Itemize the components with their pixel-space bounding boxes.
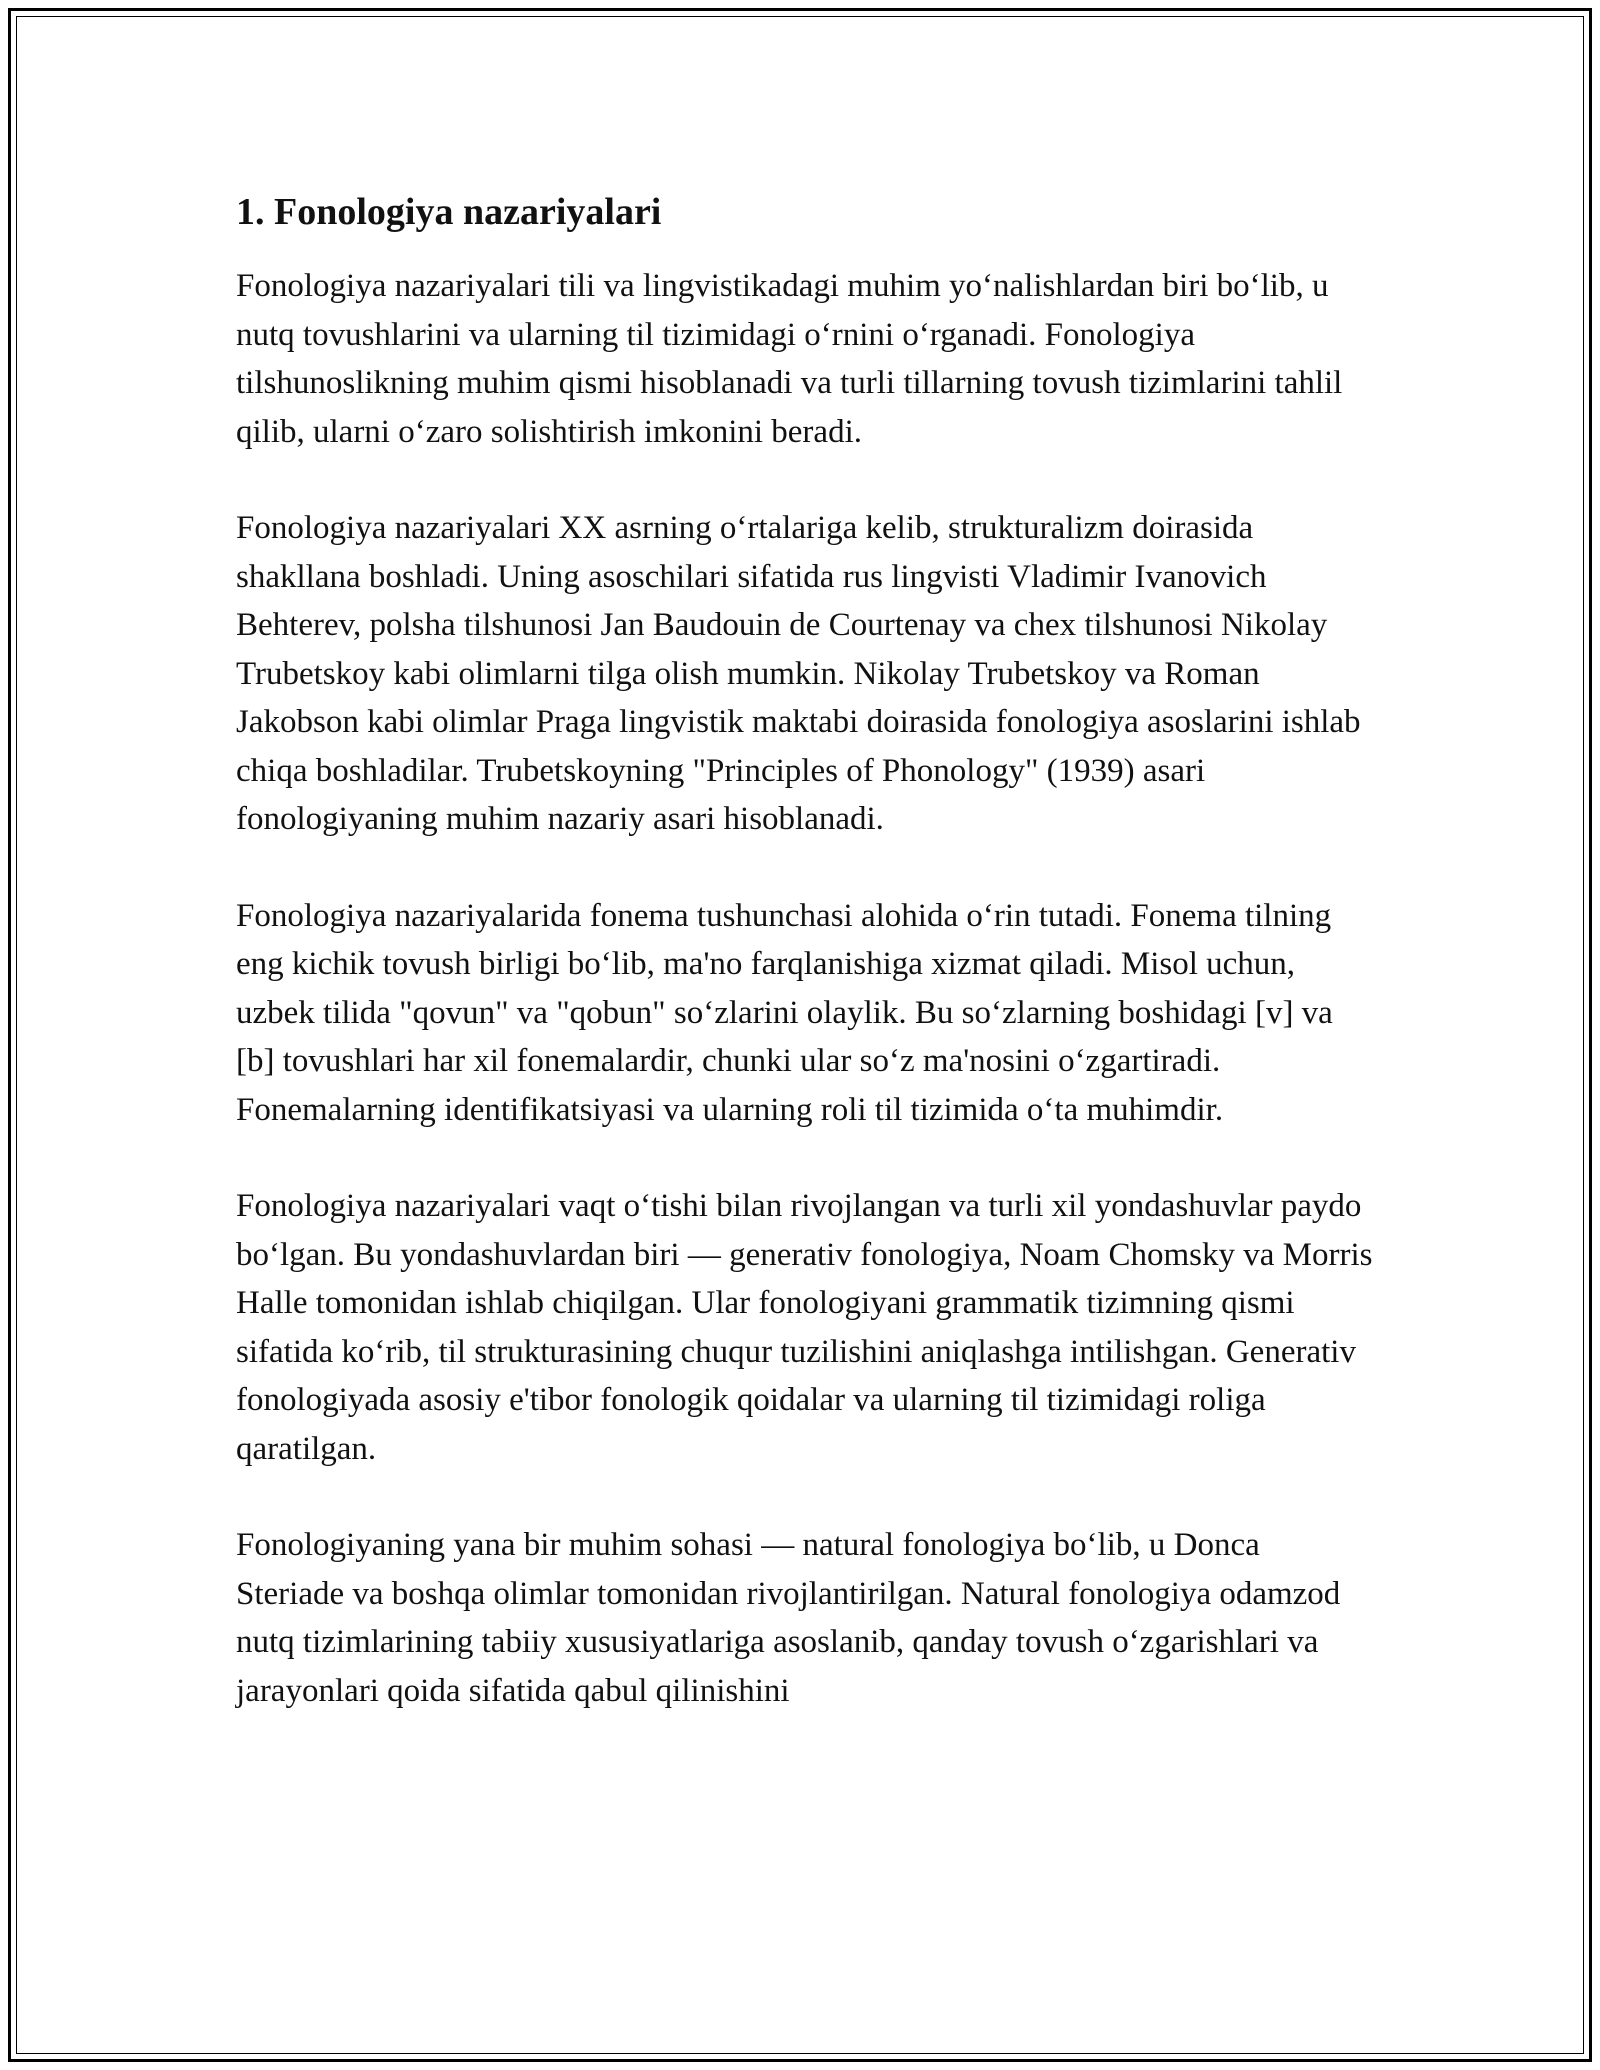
document-body [236,188,1376,1715]
section-heading: 1. Fonologiya nazariyalari [236,191,662,233]
paragraph-natural: Fonologiyaning yana bir muhim sohasi — natural fonologiya bo‘lib, u Donca Steriade va boshqa olimlar tomonidan rivojlantirilgan. Natural fonologiya odamzod nutq tizimlarining tabiiy xususiyatlariga asoslanib, qanday tovush o‘zgarishlari va jarayonlari qoida sifatida qabul qilinishini [236,1527,1341,1709]
paragraph-intro: Fonologiya nazariyalari tili va lingvistikadagi muhim yo‘nalishlardan biri bo‘lib, u nutq tovushlarini va ularning til tizimidagi o‘rnini o‘rganadi. Fonologiya tilshunoslikning muhim qismi hisoblanadi va turli tillarning tovush tizimlarini tahlil qilib, ularni o‘zaro solishtirish imkonini beradi. [236,268,1343,450]
paragraph-history: Fonologiya nazariyalari XX asrning o‘rtalariga kelib, strukturalizm doirasida shakllana boshladi. Uning asoschilari sifatida rus lingvisti Vladimir Ivanovich Behterev, polsha tilshunosi Jan Baudouin de Courtenay va chex tilshunosi Nikolay Trubetskoy kabi olimlarni tilga olish mumkin. Nikolay Trubetskoy va Roman Jakobson kabi olimlar Praga lingvistik maktabi doirasida fonologiya asoslarini ishlab chiqa boshladilar. Trubetskoyning "Principles of Phonology" (1939) asari fonologiyaning muhim nazariy asari hisoblanadi. [236,510,1361,837]
paragraph-generative: Fonologiya nazariyalari vaqt o‘tishi bilan rivojlangan va turli xil yondashuvlar paydo bo‘lgan. Bu yondashuvlardan biri — generativ fonologiya, Noam Chomsky va Morris Halle tomonidan ishlab chiqilgan. Ular fonologiyani grammatik tizimning qismi sifatida ko‘rib, til strukturasining chuqur tuzilishini aniqlashga intilishgan. Generativ fonologiyada asosiy e'tibor fonologik qoidalar va ularning til tizimidagi roliga qaratilgan. [236,1188,1373,1467]
paragraph-phoneme: Fonologiya nazariyalarida fonema tushunchasi alohida o‘rin tutadi. Fonema tilning eng kichik tovush birligi bo‘lib, ma'no farqlanishiga xizmat qiladi. Misol uchun, uzbek tilida "qovun" va "qobun" so‘zlarini olaylik. Bu so‘zlarning boshidagi [v] va [b] tovushlari har xil fonemalardir, chunki ular so‘z ma'nosini o‘zgartiradi. Fonemalarning identifikatsiyasi va ularning roli til tizimida o‘ta muhimdir. [236,897,1333,1128]
